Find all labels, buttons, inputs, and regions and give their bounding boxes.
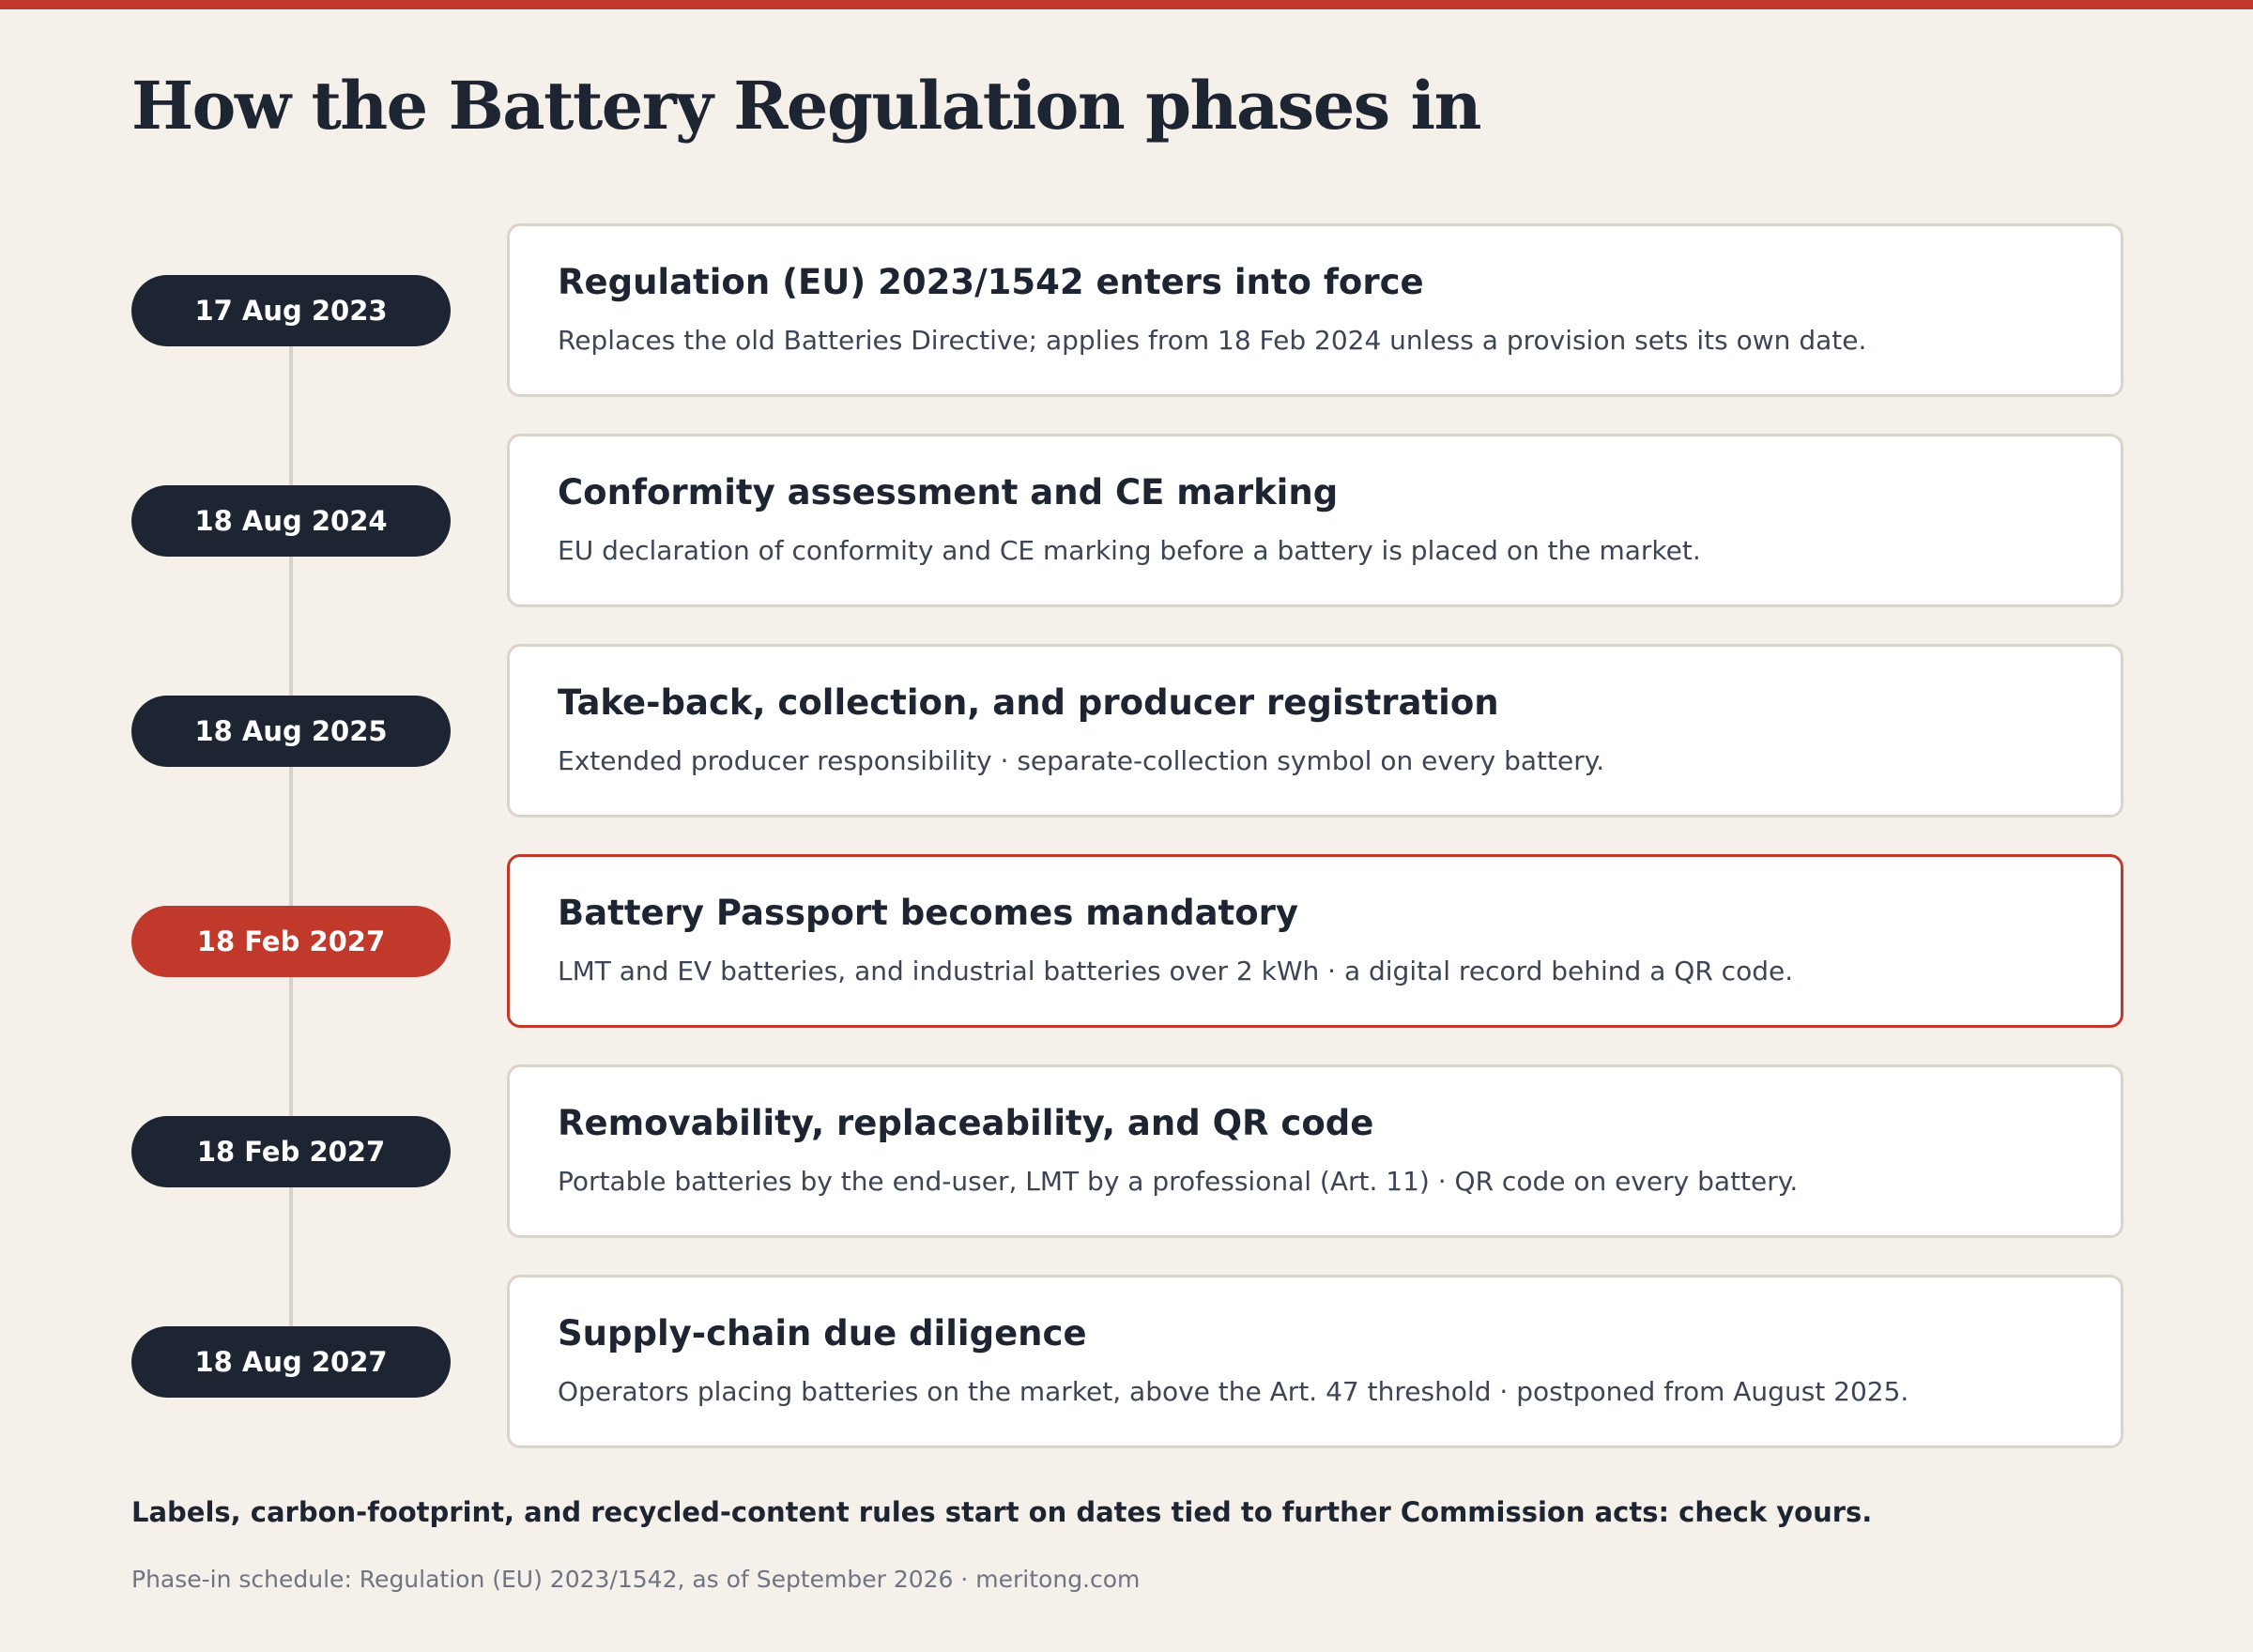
milestone-row <box>131 1275 2123 1448</box>
milestone-description: EU declaration of conformity and CE marking before a battery is placed on the market. <box>558 535 1701 566</box>
timeline <box>131 223 2123 1451</box>
milestone-title: Battery Passport becomes mandatory <box>558 893 1299 933</box>
top-accent-bar <box>0 0 2253 9</box>
milestone-card <box>507 1064 2123 1238</box>
milestone-description: Portable batteries by the end-user, LMT by a professional (Art. 11) · QR code on every battery. <box>558 1166 1799 1197</box>
milestone-date-pill: 18 Feb 2027 <box>131 1116 451 1187</box>
milestone-card <box>507 223 2123 397</box>
milestone-title: Take-back, collection, and producer registration <box>558 682 1499 723</box>
milestone-date-pill: 18 Aug 2024 <box>131 485 451 557</box>
footnote: Labels, carbon-footprint, and recycled-content rules start on dates tied to further Commission acts: check yours. <box>131 1496 1873 1528</box>
page-title: How the Battery Regulation phases in <box>131 67 1481 145</box>
milestone-description: Replaces the old Batteries Directive; applies from 18 Feb 2024 unless a provision sets its own date. <box>558 325 1867 356</box>
milestone-date-pill: 17 Aug 2023 <box>131 275 451 346</box>
milestone-title: Supply-chain due diligence <box>558 1313 1087 1354</box>
milestone-row <box>131 434 2123 607</box>
milestone-date-pill: 18 Aug 2025 <box>131 696 451 767</box>
milestone-card-highlighted <box>507 854 2123 1028</box>
milestone-card <box>507 434 2123 607</box>
milestone-title: Regulation (EU) 2023/1542 enters into force <box>558 262 1424 302</box>
milestone-row-highlighted <box>131 854 2123 1028</box>
source-line: Phase-in schedule: Regulation (EU) 2023/1542, as of September 2026 · meritong.com <box>131 1566 1141 1593</box>
milestone-title: Conformity assessment and CE marking <box>558 472 1339 512</box>
milestone-row <box>131 223 2123 397</box>
milestone-date-pill: 18 Aug 2027 <box>131 1326 451 1398</box>
milestone-date-pill-highlighted: 18 Feb 2027 <box>131 906 451 977</box>
milestone-description: Operators placing batteries on the market, above the Art. 47 threshold · postponed from August 2025. <box>558 1376 1909 1407</box>
milestone-row <box>131 644 2123 818</box>
milestone-description: LMT and EV batteries, and industrial batteries over 2 kWh · a digital record behind a QR code. <box>558 956 1794 987</box>
milestone-card <box>507 644 2123 818</box>
milestone-row <box>131 1064 2123 1238</box>
milestone-card <box>507 1275 2123 1448</box>
milestone-title: Removability, replaceability, and QR code <box>558 1103 1374 1143</box>
milestone-description: Extended producer responsibility · separate-collection symbol on every battery. <box>558 745 1605 776</box>
